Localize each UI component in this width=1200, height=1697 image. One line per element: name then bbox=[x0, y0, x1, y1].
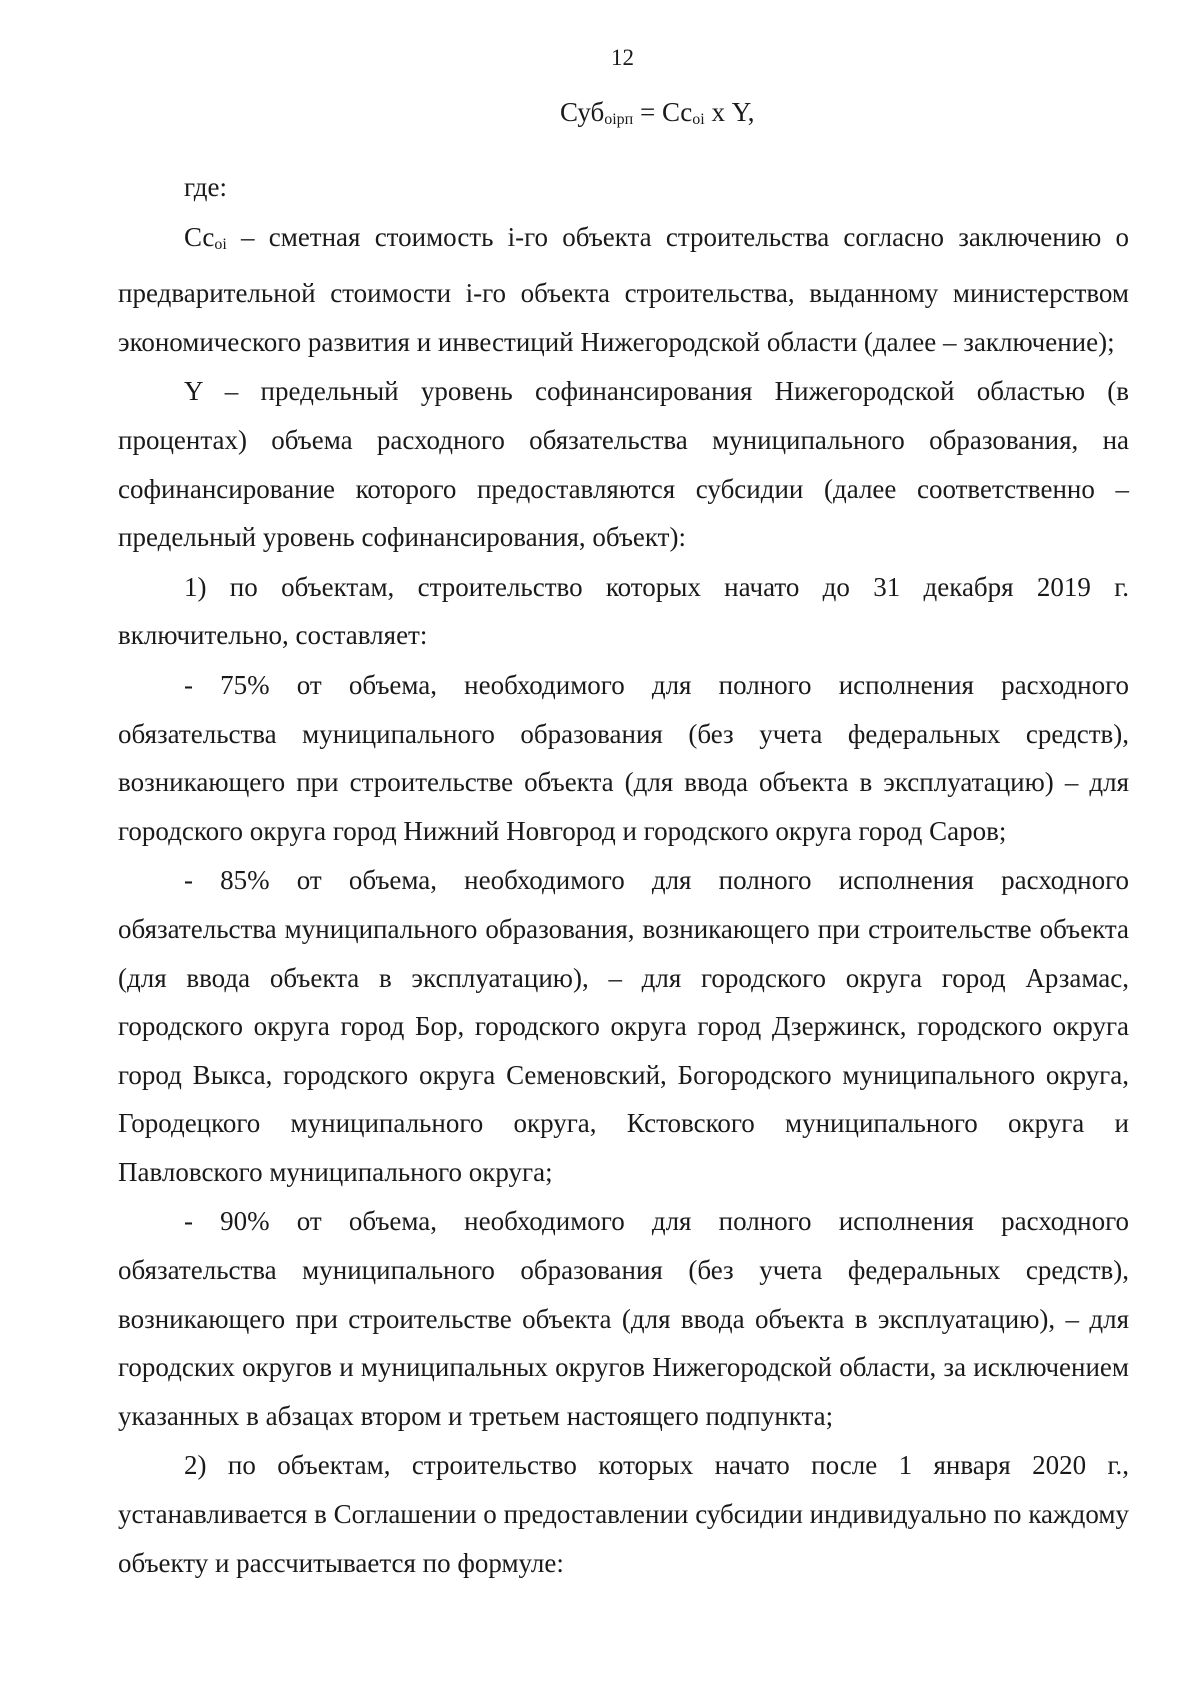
cc-symbol: Сс bbox=[184, 221, 215, 252]
formula-lhs: Суб bbox=[560, 97, 605, 127]
formula-rhs-subscript: оі bbox=[692, 111, 705, 128]
page-number: 12 bbox=[611, 45, 634, 70]
document-body bbox=[118, 163, 1129, 1587]
paragraph-dash-85: - 85% от объема, необходимого для полного исполнения расходного обязательства муниципального образования, возникающего при строительстве объекта (для ввода объекта в эксплуатацию), – для городского округа город Арзамас, городского округа город Бор, городского округа город Дзержинск, городского округа город Выкса, городского округа Семеновский, Богородского муниципального округа, Городецкого муниципального округа, Кстовского муниципального округа и Павловского муниципального округа; bbox=[118, 865, 1129, 1187]
formula-rhs: Сс bbox=[661, 97, 693, 127]
paragraph-dash-75: - 75% от объема, необходимого для полного исполнения расходного обязательства муниципального образования (без учета федеральных средств), возникающего при строительстве объекта (для ввода объекта в эксплуатацию) – для городского округа город Нижний Новгород и городского округа город Саров; bbox=[118, 669, 1129, 846]
where-label: где: bbox=[184, 172, 227, 202]
formula-lhs-subscript: оірп bbox=[604, 111, 634, 128]
cc-definition-text: – сметная стоимость і-го объекта строительства согласно заключению о предварительной стоимости і-го объекта строительства, выданному министерством экономического развития и инвестиций Нижегородской области (далее – заключение); bbox=[118, 221, 1129, 357]
paragraph-item-2: 2) по объектам, строительство которых начато после 1 января 2020 г., устанавливается в Соглашении о предоставлении субсидии индивидуально по каждому объекту и рассчитывается по формуле: bbox=[118, 1450, 1129, 1578]
cc-subscript: оі bbox=[214, 235, 227, 253]
formula-equals: = bbox=[633, 97, 662, 127]
paragraph-cc-definition bbox=[118, 213, 1129, 367]
paragraph-dash-90: - 90% от объема, необходимого для полного исполнения расходного обязательства муниципального образования (без учета федеральных средств), возникающего при строительстве объекта (для ввода объекта в эксплуатацию), – для городских округов и муниципальных округов Нижегородской области, за исключением указанных в абзацах втором и третьем настоящего подпункта; bbox=[118, 1206, 1129, 1431]
paragraph-item-1: 1) по объектам, строительство которых начато до 31 декабря 2019 г. включительно, составляет: bbox=[118, 571, 1129, 651]
formula-rhs-tail: х Y, bbox=[704, 97, 755, 127]
paragraph-y-definition: Y – предельный уровень софинансирования Нижегородской областью (в процентах) объема расходного обязательства муниципального образования, на софинансирование которого предоставляются субсидии (далее соответственно – предельный уровень софинансирования, объект): bbox=[118, 376, 1129, 553]
subsidy-formula bbox=[560, 97, 755, 129]
